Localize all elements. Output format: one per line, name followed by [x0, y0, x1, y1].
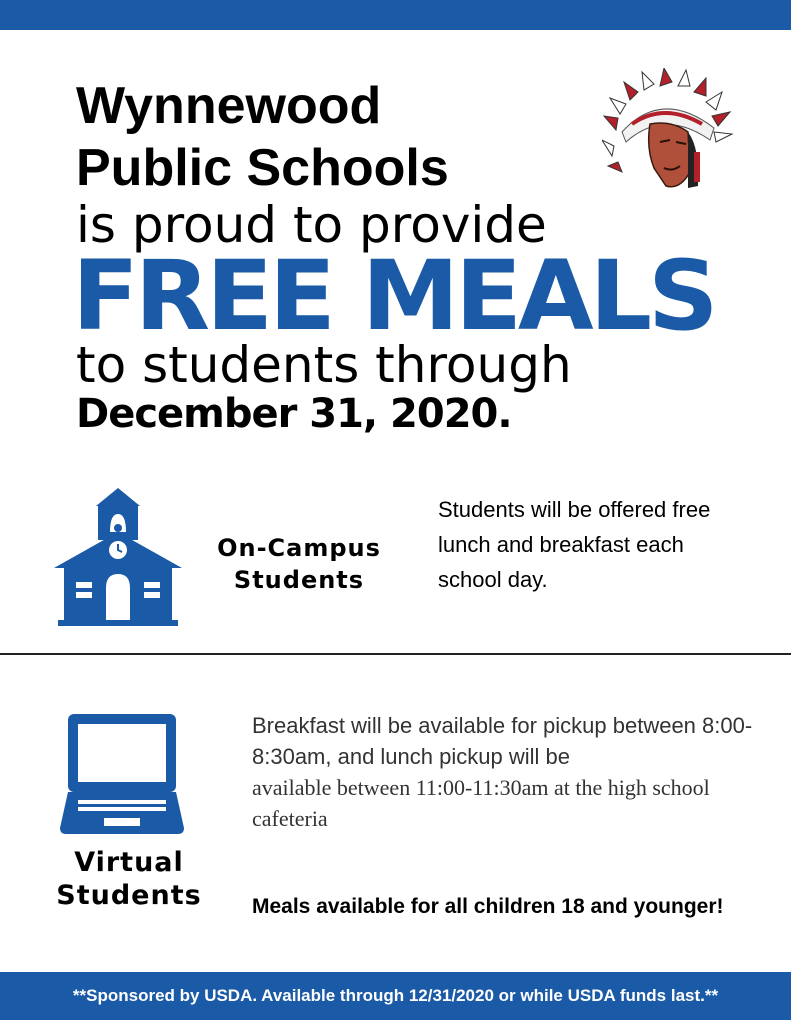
headline-through: to students through [76, 336, 572, 394]
pickup-times-part2: available between 11:00-11:30am at the high school cafeteria [252, 775, 710, 831]
virtual-students-title [38, 846, 220, 912]
headline-free-meals: FREE MEALS [72, 240, 715, 352]
virtual-title-line2: Students [56, 880, 202, 911]
on-campus-students-title [188, 532, 410, 596]
school-name-line2: Public Schools [76, 139, 449, 197]
indian-chief-mascot-icon [602, 68, 734, 192]
schoolhouse-icon [54, 488, 182, 626]
top-banner-bar [0, 0, 791, 30]
headline-date: December 31, 2020. [76, 391, 512, 437]
pickup-times-part1: Breakfast will be available for pickup between 8:00-8:30am, and lunch pickup will be [252, 713, 753, 769]
footer-sponsor-text: **Sponsored by USDA. Available through 12/31/2020 or while USDA funds last.** [72, 986, 719, 1005]
meals-eligibility-note: Meals available for all children 18 and younger! [252, 895, 724, 918]
headline-proud: is proud to provide [76, 196, 547, 254]
school-name-line1: Wynnewood [76, 77, 382, 135]
laptop-icon [60, 714, 184, 836]
virtual-title-line1: Virtual [74, 847, 184, 878]
on-campus-title-line1: On-Campus [217, 534, 381, 562]
section-divider [0, 653, 791, 655]
footer-banner-bar [0, 972, 791, 1020]
on-campus-description: Students will be offered free lunch and breakfast each school day. [438, 497, 711, 592]
on-campus-title-line2: Students [233, 566, 365, 594]
